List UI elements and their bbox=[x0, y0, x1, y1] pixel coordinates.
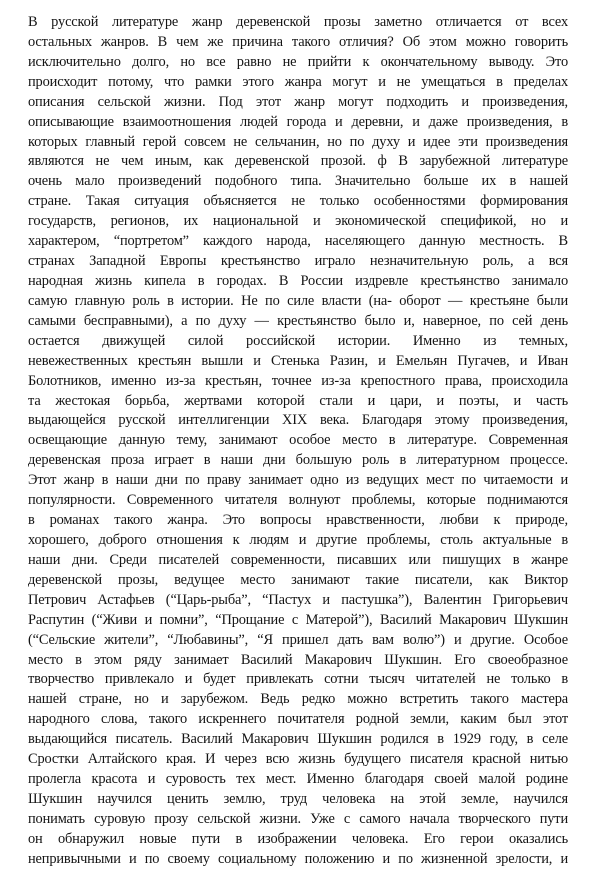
text-line: деревенской прозы, ведущее место занимают такие писатели, как Виктор bbox=[28, 571, 568, 588]
text-line: Петрович Астафьев (“Царь-рыба”, “Пастух и пастушка”), Валентин Григорьевич bbox=[28, 591, 568, 608]
text-line: Этот жанр в наши дни по праву занимает одно из ведущих мест по читаемости и bbox=[28, 472, 568, 489]
text-line: являются не чем иным, как деревенской прозой. ф В зарубежной литературе bbox=[28, 153, 568, 170]
text-line: Болотников, именно из-за крестьян, точнее из-за крепостного права, происходила bbox=[28, 372, 568, 389]
text-line: творчество привлекало и будет привлекать сотни тысяч читателей не только в bbox=[28, 671, 568, 688]
text-line: народного слова, такого искреннего почитателя родной земли, каким был этот bbox=[28, 711, 568, 728]
text-line: выдающейся русской интеллигенции XIX века. Благодаря этому произведения, bbox=[28, 412, 568, 429]
text-line: происходит потому, что рамки этого жанра могут и не умещаться в пределах bbox=[28, 73, 568, 90]
text-line: место в этом ряду занимает Василий Макарович Шукшин. Его своеобразное bbox=[28, 651, 568, 668]
text-line: очень мало произведений подобного типа. Значительно больше их в нашей bbox=[28, 173, 568, 190]
text-line: хорошего, доброго отношения к людям и другие проблемы, столь актуальные в bbox=[28, 531, 568, 548]
text-line: В русской литературе жанр деревенской прозы заметно отличается от всех bbox=[28, 14, 568, 30]
text-line: самыми бесправными), а по духу — крестьянство было и, наверное, по сей день bbox=[28, 312, 568, 329]
text-line: пролегла красота и суровость тех мест. Именно благодаря своей малой родине bbox=[28, 771, 568, 788]
text-line: народная жизнь кипела в городах. В России издревле крестьянство занимало bbox=[28, 272, 568, 289]
text-line: он обнаружил новые пути в изображении человека. Его герои оказались bbox=[28, 830, 568, 847]
text-line: Сростки Алтайского края. И через всю жизнь будущего писателя красной нитью bbox=[28, 751, 568, 768]
text-line: нашей стране, но и зарубежом. Ведь редко можно встретить такого мастера bbox=[28, 691, 568, 708]
text-line: непривычными и по своему социальному положению и по жизненной зрелости, и bbox=[28, 850, 568, 867]
text-line: освещающие данную тему, занимают особое место в литературе. Современная bbox=[28, 432, 568, 449]
text-line: описания сельской жизни. Под этот жанр могут подходить и произведения, bbox=[28, 93, 568, 110]
text-line: деревенская проза играет в наши дни большую роль в литературном процессе. bbox=[28, 452, 568, 469]
text-line: Шукшин научился ценить землю, труд человека на этой земле, научился bbox=[28, 790, 568, 807]
text-line: в романах такого жанра. Это вопросы нравственности, любви к природе, bbox=[28, 512, 568, 529]
text-line: популярности. Современного читателя волнуют проблемы, которые поднимаются bbox=[28, 492, 568, 509]
text-line: странах Западной Европы крестьянство играло незначительную роль, а вся bbox=[28, 253, 568, 270]
text-line: понимать суровую прозу сельской жизни. Уже с самого начала творческого пути bbox=[28, 810, 568, 827]
text-line: государств, регионов, их национальной и экономической спецификой, но и bbox=[28, 213, 568, 230]
text-line: исключительно долго, но все равно не прийти к окончательному выводу. Это bbox=[28, 53, 568, 70]
text-line: Распутин (“Живи и помни”, “Прощание с Матерой”), Василий Макарович Шукшин bbox=[28, 611, 568, 628]
text-line: остальных жанров. В чем же причина такого отличия? Об этом можно говорить bbox=[28, 33, 568, 50]
text-line: которых главный герой совсем не сельчанин, но по духу и идее эти произведения bbox=[28, 133, 568, 150]
text-line: самую главную роль в истории. Не по силе власти (на- оборот — крестьяне были bbox=[28, 292, 568, 309]
essay-text bbox=[28, 13, 568, 870]
text-line: стране. Такая ситуация объясняется не только особенностями формирования bbox=[28, 193, 568, 210]
text-line: та жестокая борьба, жертвами которой стали и цари, и поэты, и часть bbox=[28, 392, 568, 409]
text-line: характером, “портретом” каждого народа, населяющего данную местность. В bbox=[28, 233, 568, 250]
text-line: наши дни. Среди писателей современности, писавших или пишущих в жанре bbox=[28, 551, 568, 568]
text-line: остается движущей силой российской истории. Именно из темных, bbox=[28, 332, 568, 349]
text-line: (“Сельские жители”, “Любавины”, “Я пришел дать вам волю”) и другие. Особое bbox=[28, 631, 568, 648]
text-line: невежественных крестьян вышли и Стенька Разин, и Емельян Пугачев, и Иван bbox=[28, 352, 568, 369]
text-line: выдающийся писатель. Василий Макарович Шукшин родился в 1929 году, в селе bbox=[28, 731, 568, 748]
text-line: описывающие взаимоотношения людей города и деревни, и даже произведения, в bbox=[28, 113, 568, 130]
